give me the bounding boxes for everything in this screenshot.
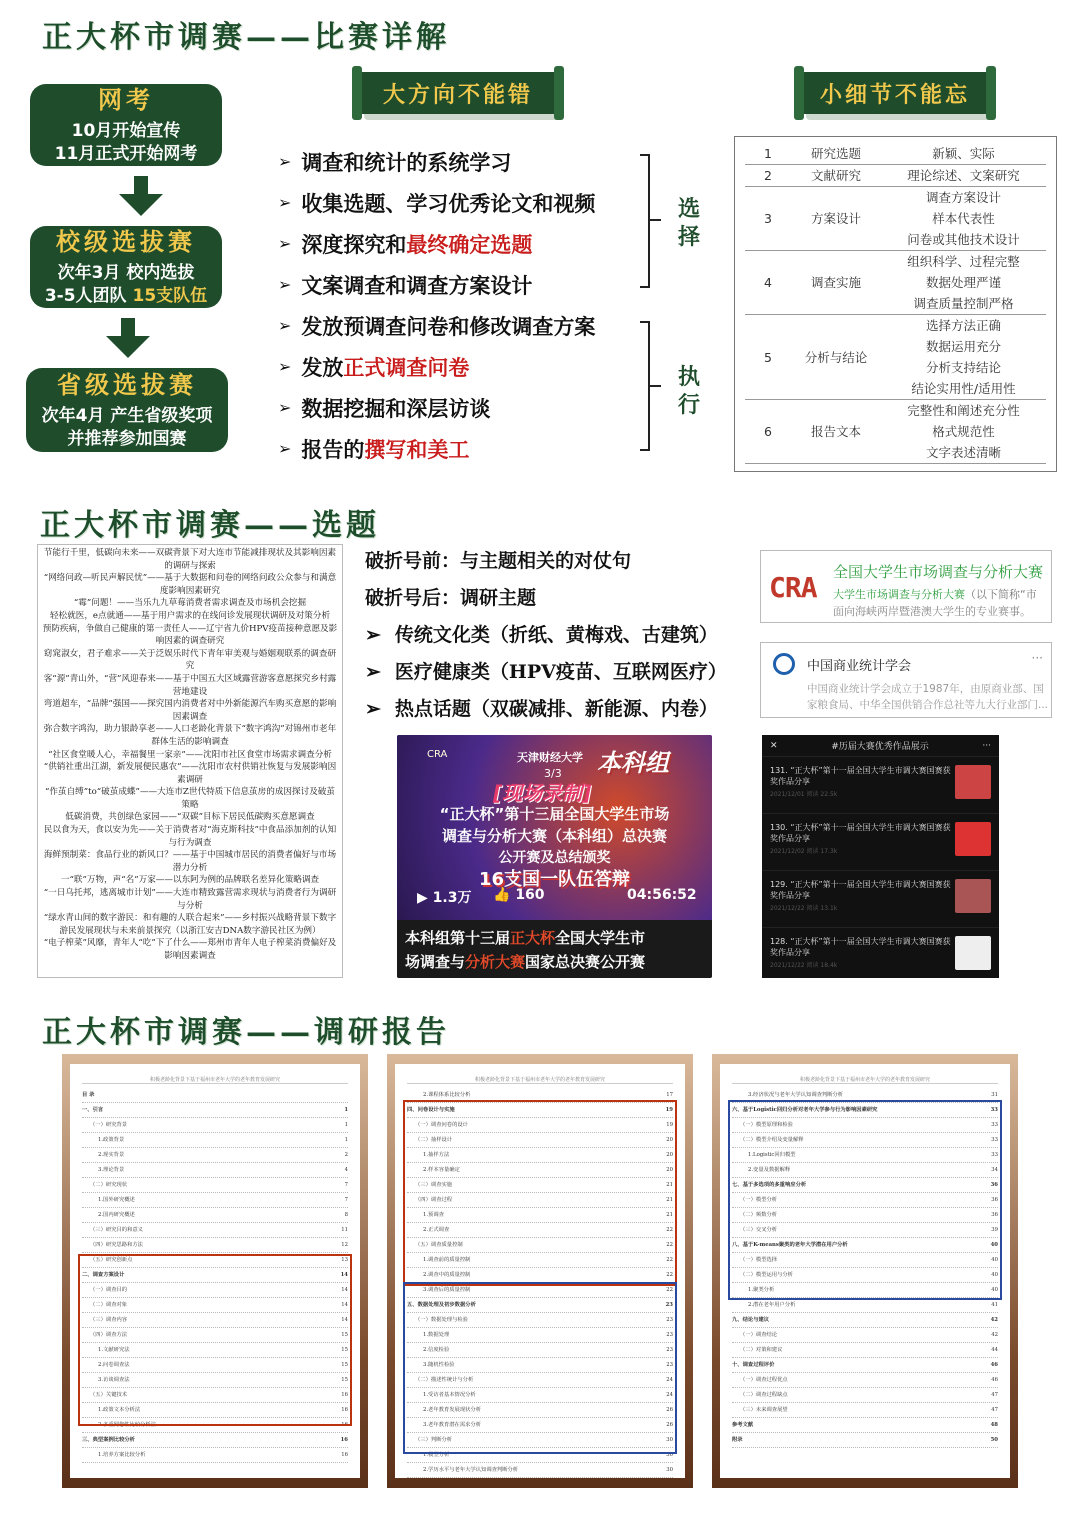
toc-row: （一）模型选择 40 (732, 1253, 998, 1268)
toc-row: 2.问卷调查法 15 (82, 1358, 348, 1373)
association-logo-icon (773, 653, 795, 675)
toc-row: 3.随机性检验 23 (407, 1358, 673, 1373)
detail-item: 调查质量控制严格 (881, 293, 1046, 315)
step-item: ➢ 深度探究和 最终确定选题 (278, 232, 533, 257)
detail-name: 报告文本 (791, 400, 881, 464)
guide-item: ➢ 医疗健康类（HPV疫苗、互联网医疗） (365, 661, 727, 683)
detail-name: 文献研究 (791, 165, 881, 187)
works-item-thumbnail (955, 822, 991, 856)
toc-row: 五、数据处理及初步数据分析 23 (407, 1298, 673, 1313)
highlight-box (728, 1100, 1002, 1300)
toc-row: 2.国内研究概述 8 (82, 1208, 348, 1223)
toc-row: （二）调查过程缺点 47 (732, 1388, 998, 1403)
provincial-selection-title: 省级选拔赛 (57, 369, 197, 399)
works-list-panel (762, 735, 999, 978)
toc-row: 2.变量及数据解释 34 (732, 1163, 998, 1178)
topic-item: 窈窕淑女，君子难求——关于泛娱乐时代下青年审美观与婚姻观联系的调查研究 (43, 648, 337, 672)
toc-row: 目 录 (82, 1088, 348, 1103)
toc-row: （五）研究创新点 13 (82, 1253, 348, 1268)
school-selection-line1: 次年3月 校内选拔 (57, 263, 195, 284)
detail-number: 2 (745, 165, 791, 187)
detail-item: 完整性和阐述充分性 (907, 403, 1020, 418)
works-item-meta: 2021/12/22 阅读 18.4k (770, 962, 838, 969)
toc-row: （二）研究现状 7 (82, 1178, 348, 1193)
video-line-3: 公开赛及总结颁奖 (498, 850, 611, 866)
guide-line-before-dash: 破折号前：与主题相关的对仗句 (365, 550, 632, 572)
video-duration: 04:56:52 (627, 887, 697, 903)
video-line-4: 16支国一队伍答辩 (478, 869, 631, 890)
detail-item: 结论实用性/适用性 (881, 378, 1046, 400)
toc-row: （一）调查问卷的设计 19 (407, 1118, 673, 1133)
online-exam-box (30, 84, 222, 166)
topic-item: 海鲜预制菜：食品行业的新风口？——基于中国城市居民的消费者偏好与市场潜力分析 (43, 850, 337, 873)
video-views: ▶ 1.3万 (417, 890, 472, 906)
toc-row: （三）调查实施 21 (407, 1178, 673, 1193)
step-item: ➢ 收集选题、学习优秀论文和视频 (278, 191, 596, 216)
toc-row: （一）调查目的 14 (82, 1283, 348, 1298)
detail-item: 数据运用充分 (925, 339, 1001, 354)
detail-item: 数据处理严谨 (925, 275, 1001, 290)
bracket-choose (640, 154, 650, 288)
toc-row: 2.学历水平与老年大学认知调查判断分析 30 (407, 1463, 673, 1478)
works-item-meta: 2021/12/22 阅读 13.1k (770, 905, 838, 912)
topic-item: “作茧自缚”to“破茧成蝶”——大连市Z世代特质下信息茧房的成因探讨及破茧策略 (45, 787, 335, 810)
toc-row: （三）交叉分析 39 (732, 1223, 998, 1238)
highlight-box (403, 1100, 677, 1286)
topic-guide (365, 546, 727, 731)
toc-row: 2.正式调查 22 (407, 1223, 673, 1238)
association-desc-1: 中国商业统计学会成立于1987年，由原商业部、国 (807, 683, 1044, 695)
cra-card[interactable]: CRA 全国大学生市场调查与分析大赛 大学生市场调查与分析大赛（以下简称“市 面向海峡两岸暨港澳大学生的专业赛事。 (760, 550, 1052, 623)
online-exam-line1: 10月开始宣传 (71, 121, 181, 142)
toc-row: （一）模型原理和检验 33 (732, 1118, 998, 1133)
provincial-selection-box (26, 368, 228, 452)
bracket-exec-label: 执行 (677, 365, 700, 418)
step-item: ➢ 报告的 撰写和美工 (278, 437, 470, 462)
close-icon[interactable]: ✕ (770, 740, 778, 751)
detail-item: 调查方案设计 (925, 190, 1001, 205)
toc-row: 2.潜在老年用户分析 41 (732, 1298, 998, 1313)
toc-row: 1.调查前的质量控制 22 (407, 1253, 673, 1268)
video-date: 3/3 (544, 767, 562, 780)
detail-number: 1 (745, 143, 791, 165)
highlight-box (403, 1282, 677, 1454)
topic-item: “绿水青山间的数字游民：和有趣的人联合起来”——乡村振兴战略背景下数字游民发展现状与未来前景探究（以浙江安吉DNA数字游民社区为例） (43, 913, 337, 936)
video-tag: 本科组 (597, 749, 669, 777)
detail-name: 方案设计 (791, 187, 881, 251)
works-list-item[interactable] (762, 928, 999, 978)
works-item-thumbnail (955, 765, 991, 799)
detail-item: 理论综述、文案研究 (881, 165, 1046, 187)
detail-row (745, 143, 1046, 165)
detail-row (745, 400, 1046, 422)
toc-row: （五）调查质量控制 22 (407, 1238, 673, 1253)
toc-row: 2.课程体系比较分析 17 (407, 1088, 673, 1103)
association-card[interactable] (760, 642, 1052, 718)
toc-row: 附录 50 (732, 1433, 998, 1448)
topic-item: 节能行千里，低碳向未来——双碳背景下对大连市节能减排现状及其影响因素的调研与探索 (43, 548, 337, 571)
detail-name: 分析与结论 (791, 315, 881, 400)
toc-row: （二）调查对象 14 (82, 1298, 348, 1313)
toc-row: （二）抽样设计 20 (407, 1133, 673, 1148)
association-desc-2: 家粮食局、中华全国供销合作总社等九大行业部门... (807, 699, 1049, 711)
toc-row: 3.老年教育潜在需求分析 26 (407, 1418, 673, 1433)
toc-row: 2.样本容量确定 20 (407, 1163, 673, 1178)
report-page-3 (712, 1054, 1018, 1488)
detail-row (745, 187, 1046, 209)
provincial-selection-line1: 次年4月 产生省级奖项 (41, 406, 213, 427)
toc-row: （四）调查方法 15 (82, 1328, 348, 1343)
toc-row: 2.信度检验 23 (407, 1343, 673, 1358)
toc-row: 1.数据处理 23 (407, 1328, 673, 1343)
works-item-title: 129. “正大杯”第十一届全国大学生市调大赛国赛获奖作品分享 (770, 880, 951, 900)
detail-number: 3 (745, 187, 791, 251)
toc-row: （一）调查结论 42 (732, 1328, 998, 1343)
toc-row: 2.老年教育发展现状分析 26 (407, 1403, 673, 1418)
topic-list (37, 544, 343, 978)
toc-row: （二）频数分析 36 (732, 1208, 998, 1223)
topic-item: 弯道超车，“品牌”强国——探究国内消费者对中外新能源汽车购买意愿的影响因素调查 (43, 699, 337, 722)
detail-item: 选择方法正确 (925, 318, 1001, 333)
toc-row: 1.培养方案比较分析 16 (82, 1448, 348, 1463)
toc-row: （一）调查过程优点 46 (732, 1373, 998, 1388)
detail-item: 文字表述清晰 (881, 442, 1046, 464)
works-list-item[interactable] (762, 814, 999, 871)
video-school: 天津财经大学 (517, 751, 583, 764)
toc-row: 四、问卷设计与实施 19 (407, 1103, 673, 1118)
toc-row: 1.国外研究概述 7 (82, 1193, 348, 1208)
toc-row: 1.Logistic回归模型 33 (732, 1148, 998, 1163)
thumb-icon: 👍 (493, 887, 516, 903)
detail-item: 样本代表性 (932, 211, 995, 226)
detail-row (745, 251, 1046, 273)
toc-row: 2.调查中的质量控制 22 (407, 1268, 673, 1283)
works-item-title: 131. “正大杯”第十一届全国大学生市调大赛国赛获奖作品分享 (770, 766, 951, 786)
highlight-box (78, 1254, 352, 1426)
toc-row: （四）调查过程 21 (407, 1193, 673, 1208)
video-logo-cra: CRA (427, 749, 448, 760)
play-icon: ▶ (417, 890, 433, 906)
online-exam-title: 网考 (98, 84, 154, 114)
video-likes: 👍 160 (493, 887, 545, 903)
detail-item: 组织科学、过程完整 (907, 254, 1020, 269)
toc-row: 1.政策文本分析法 16 (82, 1403, 348, 1418)
works-item-meta: 2021/12/02 阅读 17.3k (770, 848, 838, 855)
report-header: 积极老龄化背景下基于福州市老年大学的老年教育发展研究 (732, 1076, 998, 1084)
works-item-title: 128. “正大杯”第十一届全国大学生市调大赛国赛获奖作品分享 (770, 937, 951, 957)
report-header: 积极老龄化背景下基于福州市老年大学的老年教育发展研究 (82, 1076, 348, 1084)
guide-item: ➢ 传统文化类（折纸、黄梅戏、古建筑） (365, 624, 718, 646)
section-title-report: 正大杯市调赛——调研报告 (42, 1015, 450, 1050)
video-badge: [现场录制] (493, 781, 592, 805)
step-item: ➢ 调查和统计的系统学习 (278, 150, 512, 175)
toc-row: （一）数据处理与检验 23 (407, 1313, 673, 1328)
school-selection-box (30, 226, 222, 308)
steps-list (278, 141, 595, 469)
topic-item: “社区食堂暖人心，幸福餐里一家亲”——沈阳市社区食堂市场需求调查分析 (48, 749, 332, 760)
school-selection-team-size: 3-5人团队 (44, 286, 133, 307)
toc-row: （五）关键技术 16 (82, 1388, 348, 1403)
report-page-1 (62, 1054, 368, 1488)
toc-row: （二）对策和建议 44 (732, 1343, 998, 1358)
detail-row (745, 315, 1046, 337)
works-list-item[interactable] (762, 871, 999, 928)
detail-table-box (734, 136, 1057, 472)
cra-sub: 大学生市场调查与分析大赛 (833, 588, 965, 601)
toc-row: 2.多重网您性比较分析法 16 (82, 1418, 348, 1433)
topic-item: “供销社重出江湖，新发展便民惠农”——沈阳市农村供销社恢复与发展影响因素调研 (43, 762, 337, 785)
toc-row: （二）描述性统计与分析 24 (407, 1373, 673, 1388)
toc-row: 1.抽样方法 20 (407, 1148, 673, 1163)
cra-title: 全国大学生市场调查与分析大赛 (833, 563, 1044, 581)
toc-row: 三、典型案例比较分析 16 (82, 1433, 348, 1448)
detail-name: 研究选题 (791, 143, 881, 165)
toc-row: （三）判断分析 30 (407, 1433, 673, 1448)
toc-row: 一、引言 1 (82, 1103, 348, 1118)
flow-arrow-2 (106, 318, 150, 358)
topic-item: 弥合数字鸿沟，助力银龄享老——人口老龄化背景下“数字鸿沟”对锦州市老年群体生活的影响调查 (43, 724, 337, 747)
more-icon[interactable]: ··· (982, 740, 991, 751)
provincial-selection-line2: 并推荐参加国赛 (67, 429, 187, 450)
more-icon[interactable]: ··· (1031, 651, 1043, 665)
detail-item: 新颖、实际 (881, 143, 1046, 165)
detail-row (745, 165, 1046, 187)
detail-name: 调查实施 (791, 251, 881, 315)
detail-number: 4 (745, 251, 791, 315)
toc-row: 3.经济状况与老年大学认知调查判断分析 31 (732, 1088, 998, 1103)
works-item-meta: 2021/12/01 阅读 22.5k (770, 791, 838, 798)
toc-row: （三）调查内容 14 (82, 1313, 348, 1328)
toc-row: 3.调查后的质量控制 22 (407, 1283, 673, 1298)
section-title-topics: 正大杯市调赛——选题 (40, 508, 380, 543)
school-selection-team-count: 15支队伍 (132, 286, 208, 307)
topic-item: 客“源”青山外，“营”风迎春来——基于中国五大区域露营游客意愿探究乡村露营地建设 (43, 673, 337, 697)
step-item: ➢ 发放预调查问卷和修改调查方案 (278, 314, 596, 339)
toc-row: （三）研究目的和意义 11 (82, 1223, 348, 1238)
report-page-2 (387, 1054, 693, 1488)
topic-item: “一日乌托邦，逃离城市计划”——大连市精致露营需求现状与消费者行为调研与分析 (43, 888, 337, 911)
toc-row: 九、结论与建议 42 (732, 1313, 998, 1328)
detail-item: 分析支持结论 (925, 360, 1001, 375)
toc-row: （三）未来调查展望 47 (732, 1403, 998, 1418)
step-item: ➢ 文案调查和调查方案设计 (278, 273, 533, 298)
guide-item: ➢ 热点话题（双碳减排、新能源、内卷） (365, 698, 718, 720)
banner-direction: 大方向不能错 (358, 72, 558, 114)
school-selection-title: 校级选拔赛 (56, 226, 196, 256)
toc-row: 七、基于多选项的多重响应分析 36 (732, 1178, 998, 1193)
toc-row: 3.理论背景 4 (82, 1163, 348, 1178)
report-header: 积极老龄化背景下基于福州市老年大学的老年教育发展研究 (407, 1076, 673, 1084)
toc-row: （一）研究背景 1 (82, 1118, 348, 1133)
toc-row: 1.受访者基本情况分析 24 (407, 1388, 673, 1403)
toc-row: 八、基于K-means聚类的老年大学潜在用户分析 40 (732, 1238, 998, 1253)
bracket-choose-label: 选择 (677, 197, 700, 250)
topic-item: 低碳消费，共创绿色家园——“双碳”目标下居民低碳购买意愿调查 (65, 812, 315, 823)
video-caption-2: 场调查与分析大赛国家总决赛公开赛 (405, 953, 646, 971)
guide-line-after-dash: 破折号后：调研主题 (365, 587, 537, 609)
section-title-details: 正大杯市调赛——比赛详解 (42, 20, 450, 55)
toc-row: 2.现实背景 2 (82, 1148, 348, 1163)
detail-item: 问卷或其他技术设计 (881, 229, 1046, 251)
online-exam-line2: 11月正式开始网考 (54, 144, 198, 165)
toc-row: 3.访谈调查法 15 (82, 1373, 348, 1388)
detail-number: 5 (745, 315, 791, 400)
flow-arrow-1 (119, 176, 163, 216)
works-list-title: #历届大赛优秀作品展示 (831, 742, 929, 752)
detail-item: 格式规范性 (932, 424, 995, 439)
toc-row: （二）模型运用与分析 40 (732, 1268, 998, 1283)
toc-row: 十、调查过程评价 46 (732, 1358, 998, 1373)
topic-item: 预防疾病，争做自己健康的第一责任人——辽宁省九价HPV疫苗接种意愿及影响因素的调查研究 (42, 623, 338, 647)
topic-item: “电子榨菜”风靡，青年人“吃”下了什么——郑州市青年人电子榨菜消费偏好及影响因素调查 (43, 938, 337, 961)
video-caption-1: 本科组第十三届正大杯全国大学生市 (405, 929, 646, 947)
topic-item: “霉”问题！——当乐九九草莓消费者需求调查及市场机会挖掘 (73, 598, 307, 609)
works-item-thumbnail (955, 879, 991, 913)
step-item: ➢ 数据挖掘和深层访谈 (278, 396, 491, 421)
cra-desc: 面向海峡两岸暨港澳大学生的专业赛事。 (833, 605, 1031, 618)
works-item-thumbnail (955, 936, 991, 970)
video-card[interactable] (397, 735, 712, 978)
detail-number: 6 (745, 400, 791, 464)
toc-row: 1.模型分析 30 (407, 1448, 673, 1463)
works-item-title: 130. “正大杯”第十一届全国大学生市调大赛国赛获奖作品分享 (770, 823, 951, 843)
toc-row: 1.预调查 21 (407, 1208, 673, 1223)
toc-row: （一）模型分析 36 (732, 1193, 998, 1208)
toc-row: 六、基于Logistic回归分析对老年大学参与行为影响因素研究 33 (732, 1103, 998, 1118)
toc-row: 1.政策背景 1 (82, 1133, 348, 1148)
topic-item: 轻松就医，e点就通——基于用户需求的在线问诊发展现状调研及对策分析 (49, 610, 331, 621)
detail-table (745, 143, 1046, 464)
toc-row: 1.文献研究法 15 (82, 1343, 348, 1358)
video-line-2: 调查与分析大赛（本科组）总决赛 (441, 827, 667, 845)
works-list-item[interactable] (762, 757, 999, 814)
toc-row: （四）研究思路和方法 12 (82, 1238, 348, 1253)
banner-details: 小细节不能忘 (800, 72, 990, 114)
toc-row: （二）模型介绍及变量解释 33 (732, 1133, 998, 1148)
topic-item: 民以食为天，食以安为先——关于消费者对“海克斯科技”中食品添加剂的认知与行为调查 (43, 825, 337, 848)
cra-logo: CRA (769, 571, 817, 604)
topic-item: 一“联”万物，声“名”万家——以东阿为例的品牌联名差异化策略调查 (60, 875, 320, 886)
toc-row: 1.聚类分析 40 (732, 1283, 998, 1298)
association-title: 中国商业统计学会 (807, 659, 912, 674)
video-line-1: “正大杯”第十三届全国大学生市场 (439, 805, 670, 823)
topic-item: “网络问政—听民声解民忧”——基于大数据和问卷的网络问政公众参与和满意度影响因素研究 (43, 573, 337, 596)
toc-row: 参考文献 48 (732, 1418, 998, 1433)
toc-row: 二、调查方案设计 14 (82, 1268, 348, 1283)
step-item: ➢ 发放 正式调查问卷 (278, 355, 470, 380)
